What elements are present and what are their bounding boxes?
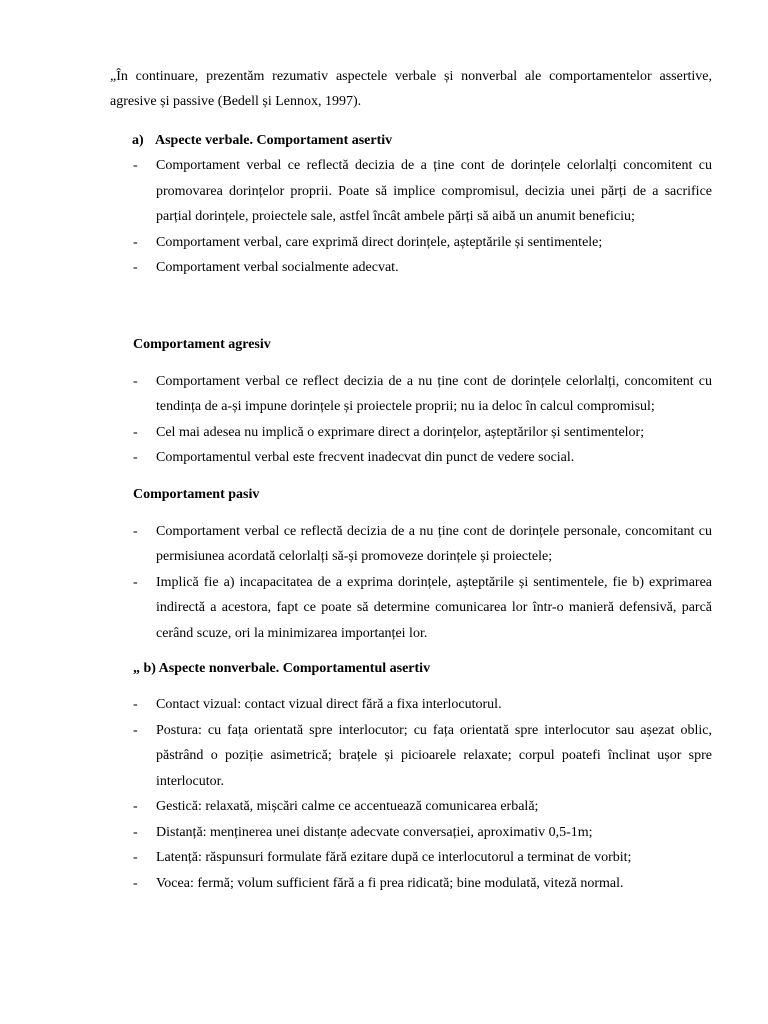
list-item: - Comportamentul verbal este frecvent inadecvat din punct de vedere social. <box>133 445 712 471</box>
list-item: - Comportament verbal ce reflectă decizia de a nu ține cont de dorințele personale, concomitant cu permisiunea acordată celorlalți să-și promoveze dorințele și proiectele; <box>133 519 712 570</box>
section-pasiv-list <box>110 519 712 647</box>
list-item: - Distanță: menținerea unei distanțe adecvate conversației, aproximativ 0,5-1m; <box>133 820 712 846</box>
section-agresiv-list <box>110 369 712 471</box>
bullet-dash: - <box>133 234 138 250</box>
document-page <box>110 64 712 896</box>
list-item: - Gestică: relaxată, mișcări calme ce accentuează comunicarea erbală; <box>133 794 712 820</box>
list-item: - Comportament verbal, care exprimă direct dorințele, așteptările și sentimentele; <box>133 230 712 256</box>
section-agresiv-heading: Comportament agresiv <box>133 336 271 352</box>
bullet-dash: - <box>133 424 138 440</box>
bullet-dash: - <box>133 523 138 539</box>
section-pasiv-heading: Comportament pasiv <box>133 486 260 502</box>
list-item: - Cel mai adesea nu implică o exprimare direct a dorințelor, așteptărilor și sentimentelor; <box>133 420 712 446</box>
list-item: - Latență: răspunsuri formulate fără ezitare după ce interlocutorul a terminat de vorbit; <box>133 845 712 871</box>
section-b-list <box>110 692 712 896</box>
section-a-marker: a) <box>132 133 144 148</box>
section-a-list <box>110 153 712 281</box>
list-item: - Comportament verbal ce reflect decizia de a nu ține cont de dorințele celorlalți, concomitent cu tendința de a-și impune dorințele și proiectele proprii; nu ia deloc în calcul compromisul; <box>133 369 712 420</box>
bullet-dash: - <box>133 824 138 840</box>
list-item: - Postura: cu fața orientată spre interlocutor; cu fața orientată spre interlocutor sau așezat oblic, păstrând o poziție asimetrică; brațele și picioarele relaxate; corpul poatefi înclinat ușor spre interlocutor. <box>133 718 712 795</box>
bullet-dash: - <box>133 450 138 465</box>
section-a-heading <box>110 128 712 153</box>
bullet-dash: - <box>133 799 138 814</box>
bullet-dash: - <box>133 260 138 275</box>
bullet-dash: - <box>133 722 138 738</box>
bullet-dash: - <box>133 158 138 173</box>
section-b-heading: „ b) Aspecte nonverbale. Comportamentul asertiv <box>133 661 431 676</box>
list-item: - Vocea: fermă; volum sufficient fără a fi prea ridicată; bine modulată, viteză normal. <box>133 871 712 897</box>
bullet-dash: - <box>133 697 138 712</box>
list-item: - Comportament verbal socialmente adecvat. <box>133 255 712 281</box>
bullet-dash: - <box>133 373 138 389</box>
list-item: - Comportament verbal ce reflectă decizia de a ține cont de dorințele celorlalți concomitent cu promovarea dorințelor proprii. Poate să implice compromisul, decizia unei părți de a sacrifice parțial dorințele, proiectele sale, astfel încât ambele părți să aibă un anumit beneficiu; <box>133 153 712 230</box>
list-item: - Implică fie a) incapacitatea de a exprima dorințele, așteptările și sentimentele, fie b) exprimarea indirectă a acestora, fapt ce poate să determine comunicarea lor într-o manieră defensivă, parcă cerând scuze, ori la minimizarea importanței lor. <box>133 570 712 647</box>
section-a-title: Aspecte verbale. Comportament asertiv <box>155 133 393 148</box>
bullet-dash: - <box>133 850 138 865</box>
list-item: - Contact vizual: contact vizual direct fără a fixa interlocutorul. <box>133 692 712 718</box>
bullet-dash: - <box>133 574 138 590</box>
intro-paragraph: „În continuare, prezentăm rezumativ aspectele verbale și nonverbal ale comportamentelor assertive, agresive și passive (Bedell și Lennox, 1997). <box>110 69 712 109</box>
bullet-dash: - <box>133 875 138 891</box>
